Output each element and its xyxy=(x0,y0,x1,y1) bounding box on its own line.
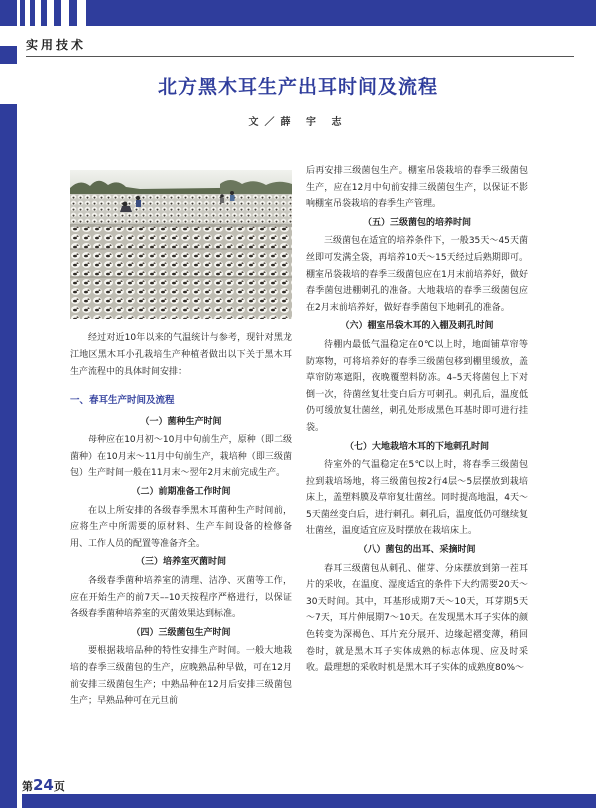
article-author: 文／薛 宇 志 xyxy=(248,117,348,128)
article-title: 北方黑木耳生产出耳时间及流程 xyxy=(157,76,438,98)
subheading: （四）三级菌包生产时间 xyxy=(131,627,231,638)
section-tag: 实用技术 xyxy=(26,38,87,52)
page-number-value: 24 xyxy=(33,776,54,794)
paragraph: 各级春季菌种培养室的清理、洁净、灭菌等工作，应在开始生产的前7天––10天按程序严格进行，以保证各级春季菌种培养室的灭菌效果达到标准。 xyxy=(70,575,292,620)
paragraph: 要根据栽培品种的特性安排生产时间。一般大地栽培的春季三级菌包的生产，应晚熟品种早做，可在12月前安排三级菌包生产；中熟品种在12月后安排三级菌包生产；早熟品种可在元旦前 xyxy=(70,646,292,707)
paragraph: 待棚内最低气温稳定在0℃以上时，地面铺草帘等防寒物，可将培养好的春季三级菌包移到棚里缓放，盖草帘防寒遮阳，夜晚覆塑料防冻。4–5天将菌包上下对倒一次，待菌丝复壮变白后方可刺孔。刺孔后，温度低仍可缓放复壮菌丝，刺孔处形成黑色耳基时即可进行挂袋。 xyxy=(306,339,528,433)
subheading: （八）菌包的出耳、采摘时间 xyxy=(358,545,476,556)
left-column xyxy=(70,330,292,710)
page-suffix: 页 xyxy=(53,780,65,793)
subheading: （二）前期准备工作时间 xyxy=(131,486,231,497)
subheading: （五）三级菌包的培养时间 xyxy=(362,217,471,228)
paragraph: 春耳三级菌包从刺孔、催芽、分床摆放到第一茬耳片的采收，在温度、湿度适宜的条件下大约需要20天～30天时间。其中，耳基形成期7天～10天，耳芽期5天～7天，耳片伸展期7～10天。在发现黑木耳子实体的颜色转变为深褐色、耳片充分展开、边缘起褶变薄，稍回卷时，就是黑木耳子实体成熟的标志体现、应及时采收。最理想的采收时机是黑木耳子实体的成熟度80%～ xyxy=(306,563,528,674)
paragraph: 三级菌包在适宜的培养条件下，一般35天～45天菌丝即可发满全袋，再培养10天～15天经过后熟期即可。棚室吊袋栽培的春季三级菌包应在1月末前培养好，做好春季菌包进棚刺孔的准备。大地栽培的春季三级菌包应在2月末前培养好，做好春季菌包下地刺孔的准备。 xyxy=(306,236,528,313)
intro-paragraph: 经过对近10年以来的气温统计与参考，现针对黑龙江地区黑木耳小孔栽培生产种植者做出以下关于黑木耳生产流程中的具体时间安排： xyxy=(70,333,292,377)
section-heading-spring: 一、春耳生产时间及流程 xyxy=(70,395,175,406)
subheading: （六）棚室吊袋木耳的入棚及刺孔时间 xyxy=(340,321,494,332)
paragraph: 后再安排三级菌包生产。棚室吊袋栽培的春季三级菌包生产，应在12月中旬前安排三级菌包生产，以保证不影响棚室吊袋栽培的春季生产管理。 xyxy=(306,166,528,210)
subheading: （三）培养室灭菌时间 xyxy=(135,557,226,568)
right-column xyxy=(306,163,528,677)
subheading: （七）大地栽培木耳的下地刺孔时间 xyxy=(344,441,489,452)
top-banner xyxy=(0,0,596,26)
paragraph: 待室外的气温稳定在5℃以上时，将春季三级菌包拉到栽培场地，将三级菌包按2行4层～5层摆放到栽培床上，盖塑料膜及草帘复壮菌丝。同时提高地温，4天～5天菌丝变白后，进行刺孔。刺孔后，温度低仍可继续复壮菌丝，温度适宜应及时摆放在栽培床上。 xyxy=(306,460,528,537)
paragraph: 母种应在10月初～10月中旬前生产，原种（即二级菌种）在10月末～11月中旬前生产，栽培种（即三级菌包）生产时间一般在11月末～翌年2月末前完成生产。 xyxy=(70,435,292,479)
bottom-bar xyxy=(22,794,596,808)
paragraph: 在以上所安排的各级春季黑木耳菌种生产时间前，应将生产中所需要的原材料、生产车间设备的检修备用、工作人员的配置等准备齐全。 xyxy=(70,505,292,549)
cultivation-photo xyxy=(70,170,292,319)
section-rule xyxy=(26,56,574,57)
page-number xyxy=(22,776,65,794)
page-prefix: 第 xyxy=(22,780,33,793)
subheading: （一）菌种生产时间 xyxy=(140,416,222,427)
